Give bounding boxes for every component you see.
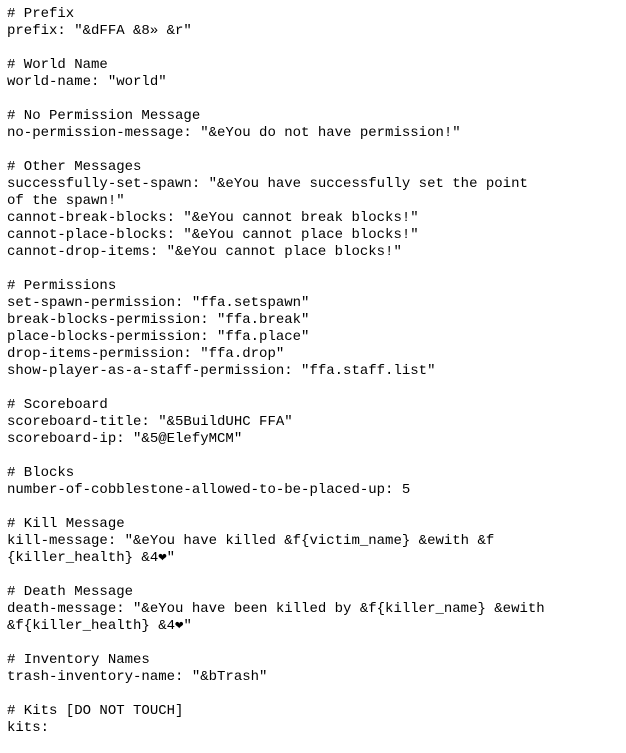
blank-line — [7, 91, 626, 108]
comment-no-permission: # No Permission Message — [7, 108, 201, 124]
death-message-continuation: &f{killer_health} &4❤" — [7, 618, 192, 634]
blank-line — [7, 635, 626, 652]
no-permission-message-line: no-permission-message: "&eYou do not have permission!" — [7, 125, 461, 141]
comment-world-name: # World Name — [7, 57, 108, 73]
comment-inventory-names: # Inventory Names — [7, 652, 150, 668]
set-spawn-permission-line: set-spawn-permission: "ffa.setspawn" — [7, 295, 310, 311]
cannot-place-blocks-line: cannot-place-blocks: "&eYou cannot place blocks!" — [7, 227, 419, 243]
prefix-line: prefix: "&dFFA &8» &r" — [7, 23, 192, 39]
drop-items-permission-line: drop-items-permission: "ffa.drop" — [7, 346, 285, 362]
scoreboard-ip-line: scoreboard-ip: "&5@ElefyMCM" — [7, 431, 243, 447]
death-message-line: death-message: "&eYou have been killed by &f{killer_name} &ewith — [7, 601, 545, 617]
blank-line — [7, 40, 626, 57]
comment-permissions: # Permissions — [7, 278, 117, 294]
trash-inventory-name-line: trash-inventory-name: "&bTrash" — [7, 669, 268, 685]
comment-kill-message: # Kill Message — [7, 516, 125, 532]
cannot-drop-items-line: cannot-drop-items: "&eYou cannot place blocks!" — [7, 244, 402, 260]
kill-message-continuation: {killer_health} &4❤" — [7, 550, 176, 566]
place-blocks-permission-line: place-blocks-permission: "ffa.place" — [7, 329, 310, 345]
comment-death-message: # Death Message — [7, 584, 134, 600]
blank-line — [7, 142, 626, 159]
blank-line — [7, 567, 626, 584]
successfully-set-spawn-continuation: of the spawn!" — [7, 193, 125, 209]
show-player-staff-permission-line: show-player-as-a-staff-permission: "ffa.staff.list" — [7, 363, 436, 379]
blank-line — [7, 380, 626, 397]
comment-prefix: # Prefix — [7, 6, 75, 22]
blank-line — [7, 261, 626, 278]
comment-scoreboard: # Scoreboard — [7, 397, 108, 413]
successfully-set-spawn-line: successfully-set-spawn: "&eYou have successfully set the point — [7, 176, 528, 192]
cobblestone-limit-line: number-of-cobblestone-allowed-to-be-placed-up: 5 — [7, 482, 411, 498]
comment-kits: # Kits [DO NOT TOUCH] — [7, 703, 184, 719]
break-blocks-permission-line: break-blocks-permission: "ffa.break" — [7, 312, 310, 328]
cannot-break-blocks-line: cannot-break-blocks: "&eYou cannot break blocks!" — [7, 210, 419, 226]
scoreboard-title-line: scoreboard-title: "&5BuildUHC FFA" — [7, 414, 293, 430]
world-name-line: world-name: "world" — [7, 74, 167, 90]
blank-line — [7, 448, 626, 465]
kill-message-line: kill-message: "&eYou have killed &f{victim_name} &ewith &f — [7, 533, 495, 549]
comment-blocks: # Blocks — [7, 465, 75, 481]
blank-line — [7, 499, 626, 516]
kits-line: kits: — [7, 720, 50, 736]
blank-line — [7, 686, 626, 703]
comment-other-messages: # Other Messages — [7, 159, 142, 175]
